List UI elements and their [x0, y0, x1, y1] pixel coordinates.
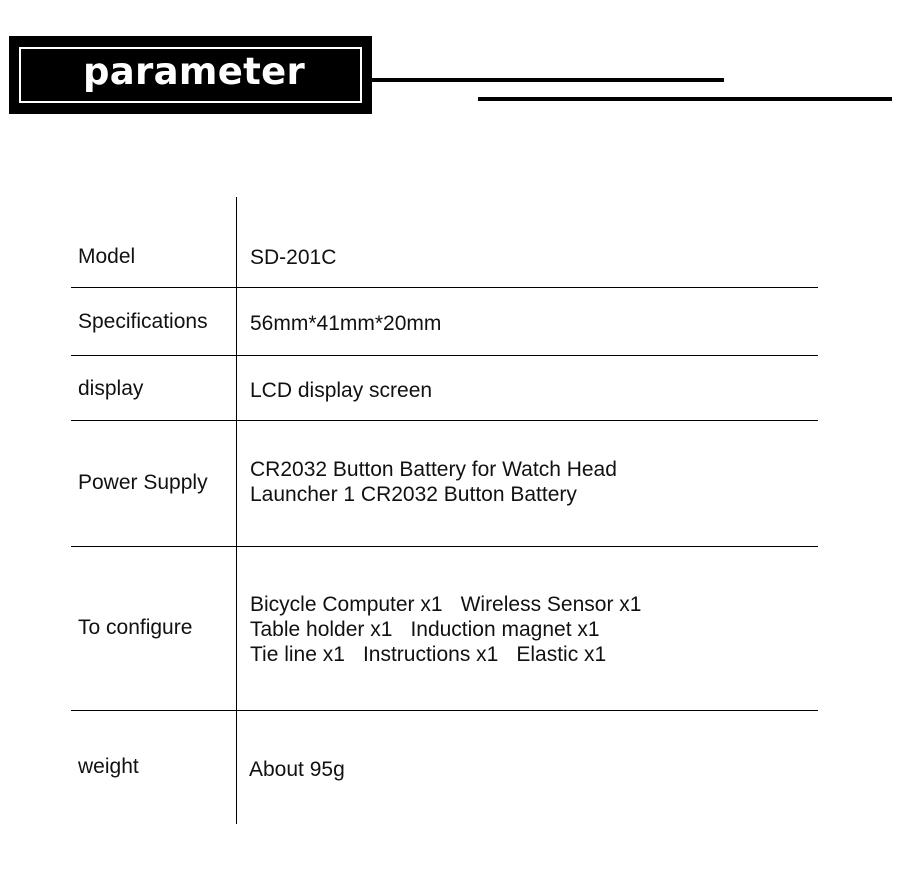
page-title: parameter: [83, 50, 306, 93]
power-supply-line: Launcher 1 CR2032 Button Battery: [250, 483, 577, 506]
config-item: Table holder x1: [250, 618, 393, 641]
row-value-power-supply: [250, 457, 617, 507]
row-value-weight: About 95g: [249, 758, 345, 781]
decorative-line-upper: [372, 78, 724, 82]
decorative-line-lower: [478, 97, 892, 101]
config-item: Induction magnet x1: [410, 618, 600, 641]
config-item: Instructions x1: [362, 643, 499, 666]
row-label-specifications: Specifications: [78, 310, 208, 333]
config-item: Elastic x1: [516, 643, 607, 666]
config-item: Bicycle Computer x1: [250, 593, 443, 616]
row-value-display: LCD display screen: [250, 379, 433, 402]
row-label-power-supply: Power Supply: [78, 471, 208, 494]
row-label-weight: weight: [78, 755, 139, 778]
row-value-to-configure: [250, 592, 641, 667]
table-row-divider: [71, 355, 818, 356]
row-label-model: Model: [78, 245, 136, 268]
power-supply-line: CR2032 Button Battery for Watch Head: [250, 458, 617, 481]
row-label-display: display: [78, 377, 144, 400]
table-row-divider: [71, 710, 818, 711]
table-column-divider: [236, 197, 237, 824]
table-row-divider: [71, 420, 818, 421]
header-badge: [9, 36, 372, 114]
config-item: Wireless Sensor x1: [460, 593, 642, 616]
row-value-specifications: 56mm*41mm*20mm: [250, 312, 442, 335]
config-item: Tie line x1: [250, 643, 345, 666]
table-row-divider: [71, 546, 818, 547]
row-label-to-configure: To configure: [78, 616, 193, 639]
row-value-model: SD-201C: [250, 246, 337, 269]
table-row-divider: [71, 287, 818, 288]
